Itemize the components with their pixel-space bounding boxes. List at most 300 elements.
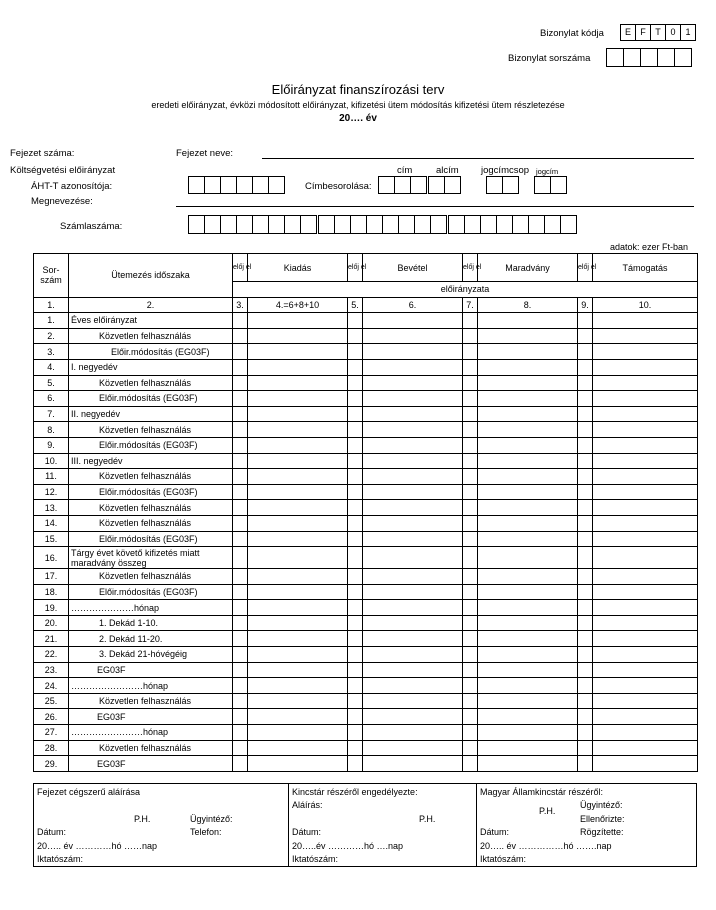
sign-cell[interactable] [233,375,248,391]
szamlaszam-label: Számlaszáma: [60,221,123,232]
row-number: 25. [34,693,69,709]
amount-cell[interactable] [593,740,698,756]
sign-cell[interactable] [578,422,593,438]
amount-cell[interactable] [248,515,348,531]
amount-cell[interactable] [248,359,348,375]
amount-cell[interactable] [478,600,578,616]
amount-cell[interactable] [478,453,578,469]
sign-cell[interactable] [233,631,248,647]
amount-cell[interactable] [363,647,463,663]
amount-cell[interactable] [593,344,698,360]
amount-cell[interactable] [593,600,698,616]
fejezet-neve-line[interactable] [262,158,694,159]
amount-cell[interactable] [478,725,578,741]
aht-box[interactable] [236,176,253,194]
footer-date-line: 20….. év …………hó ……nap [37,841,158,851]
szamlaszam-box[interactable] [496,215,513,234]
szamlaszam-box[interactable] [220,215,237,234]
aht-box[interactable] [204,176,221,194]
szamlaszam-box[interactable] [268,215,285,234]
szamlaszam-box[interactable] [188,215,205,234]
amount-cell[interactable] [363,615,463,631]
amount-cell[interactable] [593,313,698,329]
amount-cell[interactable] [248,725,348,741]
amount-cell[interactable] [478,359,578,375]
amount-cell[interactable] [593,328,698,344]
sign-cell[interactable] [578,359,593,375]
szamlaszam-box[interactable] [334,215,351,234]
amount-cell[interactable] [593,547,698,569]
amount-cell[interactable] [363,531,463,547]
cim-box[interactable] [410,176,427,194]
sign-cell[interactable] [463,740,478,756]
amount-cell[interactable] [363,359,463,375]
szamlaszam-box[interactable] [252,215,269,234]
sign-cell[interactable] [578,662,593,678]
amount-cell[interactable] [248,375,348,391]
sign-cell[interactable] [463,313,478,329]
alcim-box[interactable] [428,176,445,194]
amount-cell[interactable] [478,662,578,678]
row-number: 17. [34,569,69,585]
amount-cell[interactable] [478,531,578,547]
amount-cell[interactable] [363,344,463,360]
amount-cell[interactable] [478,569,578,585]
amount-cell[interactable] [248,422,348,438]
sign-cell[interactable] [233,531,248,547]
sign-cell[interactable] [463,756,478,772]
amount-cell[interactable] [363,375,463,391]
sign-cell[interactable] [578,631,593,647]
sign-cell[interactable] [463,584,478,600]
sign-cell[interactable] [578,406,593,422]
sign-cell[interactable] [348,725,363,741]
sign-cell[interactable] [578,469,593,485]
sign-cell[interactable] [463,406,478,422]
sign-cell[interactable] [348,469,363,485]
amount-cell[interactable] [478,406,578,422]
aht-box[interactable] [268,176,285,194]
amount-cell[interactable] [363,631,463,647]
amount-cell[interactable] [363,547,463,569]
sign-cell[interactable] [233,469,248,485]
sign-cell[interactable] [348,678,363,694]
amount-cell[interactable] [363,740,463,756]
amount-cell[interactable] [248,484,348,500]
amount-cell[interactable] [363,600,463,616]
sign-cell[interactable] [348,391,363,407]
amount-cell[interactable] [593,437,698,453]
sign-cell[interactable] [578,375,593,391]
sign-cell[interactable] [348,422,363,438]
jogcim-boxes[interactable] [534,176,567,194]
amount-cell[interactable] [593,531,698,547]
amount-cell[interactable] [593,569,698,585]
row-period-label: Közvetlen felhasználás [69,740,233,756]
table-row [34,422,698,438]
sign-cell[interactable] [233,584,248,600]
amount-cell[interactable] [593,469,698,485]
amount-cell[interactable] [363,678,463,694]
jogcimcsop-box[interactable] [502,176,519,194]
amount-cell[interactable] [478,500,578,516]
sign-cell[interactable] [578,709,593,725]
amount-cell[interactable] [248,406,348,422]
amount-cell[interactable] [593,693,698,709]
sign-cell[interactable] [578,740,593,756]
sign-cell[interactable] [233,484,248,500]
szamlaszam-box[interactable] [366,215,383,234]
amount-cell[interactable] [478,584,578,600]
amount-cell[interactable] [593,725,698,741]
szamlaszam-boxes-1[interactable] [188,215,317,234]
sign-cell[interactable] [463,344,478,360]
sign-cell[interactable] [233,725,248,741]
sign-cell[interactable] [233,453,248,469]
doc-code-char: T [650,24,666,41]
amount-cell[interactable] [248,313,348,329]
amount-cell[interactable] [478,709,578,725]
megnevezes-line[interactable] [176,206,694,207]
szamlaszam-box[interactable] [414,215,431,234]
sign-cell[interactable] [578,647,593,663]
sign-cell[interactable] [463,531,478,547]
sign-cell[interactable] [233,359,248,375]
jogcimcsop-box[interactable] [486,176,503,194]
amount-cell[interactable] [248,662,348,678]
jogcim-box[interactable] [534,176,551,194]
sign-cell[interactable] [233,437,248,453]
sign-cell[interactable] [233,615,248,631]
sign-cell[interactable] [348,453,363,469]
sign-cell[interactable] [233,313,248,329]
sign-cell[interactable] [463,422,478,438]
sign-cell[interactable] [348,437,363,453]
amount-cell[interactable] [363,437,463,453]
serial-box[interactable] [657,48,675,67]
amount-cell[interactable] [248,709,348,725]
sign-cell[interactable] [348,709,363,725]
sign-cell[interactable] [233,547,248,569]
amount-cell[interactable] [248,500,348,516]
sign-cell[interactable] [348,615,363,631]
sign-cell[interactable] [348,740,363,756]
sign-cell[interactable] [463,391,478,407]
sign-cell[interactable] [348,584,363,600]
sign-cell[interactable] [348,515,363,531]
amount-cell[interactable] [593,391,698,407]
amount-cell[interactable] [248,600,348,616]
sign-cell[interactable] [233,328,248,344]
amount-cell[interactable] [248,391,348,407]
amount-cell[interactable] [478,375,578,391]
signature-footer [33,783,697,867]
amount-cell[interactable] [363,569,463,585]
table-row [34,515,698,531]
szamlaszam-box[interactable] [382,215,399,234]
sign-cell[interactable] [233,600,248,616]
aht-box[interactable] [252,176,269,194]
amount-cell[interactable] [478,391,578,407]
sign-cell[interactable] [348,547,363,569]
sign-cell[interactable] [348,662,363,678]
sign-cell[interactable] [578,569,593,585]
amount-cell[interactable] [363,693,463,709]
sign-cell[interactable] [463,678,478,694]
sign-cell[interactable] [348,484,363,500]
amount-cell[interactable] [478,328,578,344]
sign-cell[interactable] [578,678,593,694]
amount-cell[interactable] [363,313,463,329]
amount-cell[interactable] [248,615,348,631]
sign-cell[interactable] [463,725,478,741]
sign-cell[interactable] [578,600,593,616]
amount-cell[interactable] [363,584,463,600]
szamlaszam-box[interactable] [480,215,497,234]
szamlaszam-box[interactable] [544,215,561,234]
amount-cell[interactable] [478,344,578,360]
amount-cell[interactable] [593,375,698,391]
sign-cell[interactable] [348,631,363,647]
row-number: 10. [34,453,69,469]
serial-box[interactable] [640,48,658,67]
szamlaszam-box[interactable] [350,215,367,234]
sign-cell[interactable] [463,631,478,647]
sign-cell[interactable] [463,437,478,453]
szamlaszam-box[interactable] [448,215,465,234]
sign-cell[interactable] [233,693,248,709]
sign-cell[interactable] [348,344,363,360]
sign-cell[interactable] [463,515,478,531]
sign-cell[interactable] [348,328,363,344]
aht-box[interactable] [220,176,237,194]
amount-cell[interactable] [478,547,578,569]
amount-cell[interactable] [478,469,578,485]
serial-box[interactable] [674,48,692,67]
amount-cell[interactable] [593,647,698,663]
jogcim-box[interactable] [550,176,567,194]
amount-cell[interactable] [363,709,463,725]
amount-cell[interactable] [478,756,578,772]
serial-box[interactable] [606,48,624,67]
amount-cell[interactable] [363,469,463,485]
amount-cell[interactable] [248,678,348,694]
cim-box[interactable] [394,176,411,194]
amount-cell[interactable] [478,693,578,709]
sign-cell[interactable] [578,500,593,516]
amount-cell[interactable] [363,662,463,678]
sign-cell[interactable] [348,647,363,663]
sign-cell[interactable] [233,678,248,694]
amount-cell[interactable] [593,453,698,469]
sign-cell[interactable] [578,391,593,407]
footer-col-kincstar [288,784,477,866]
sign-cell[interactable] [578,615,593,631]
amount-cell[interactable] [593,709,698,725]
sign-cell[interactable] [233,500,248,516]
serial-boxes[interactable] [606,48,692,67]
sign-cell[interactable] [463,600,478,616]
alcim-boxes[interactable] [428,176,461,194]
sign-cell[interactable] [463,615,478,631]
sign-cell[interactable] [233,709,248,725]
amount-cell[interactable] [478,484,578,500]
sign-cell[interactable] [233,662,248,678]
amount-cell[interactable] [593,584,698,600]
sign-cell[interactable] [578,437,593,453]
amount-cell[interactable] [248,453,348,469]
amount-cell[interactable] [593,422,698,438]
aht-box[interactable] [188,176,205,194]
amount-cell[interactable] [248,437,348,453]
amount-cell[interactable] [593,500,698,516]
sign-cell[interactable] [578,693,593,709]
cim-boxes[interactable] [378,176,427,194]
sign-cell[interactable] [578,725,593,741]
amount-cell[interactable] [593,406,698,422]
amount-cell[interactable] [248,756,348,772]
amount-cell[interactable] [363,406,463,422]
sign-cell[interactable] [348,693,363,709]
szamlaszam-box[interactable] [398,215,415,234]
amount-cell[interactable] [593,662,698,678]
cim-box[interactable] [378,176,395,194]
amount-cell[interactable] [593,756,698,772]
jogcimcsop-boxes[interactable] [486,176,519,194]
amount-cell[interactable] [248,344,348,360]
sign-cell[interactable] [578,453,593,469]
szamlaszam-boxes-2[interactable] [318,215,447,234]
sign-cell[interactable] [463,569,478,585]
amount-cell[interactable] [478,515,578,531]
szamlaszam-box[interactable] [512,215,529,234]
amount-cell[interactable] [248,569,348,585]
sign-cell[interactable] [578,344,593,360]
table-row [34,740,698,756]
sign-cell[interactable] [463,375,478,391]
szamlaszam-box[interactable] [284,215,301,234]
szamlaszam-box[interactable] [318,215,335,234]
sign-cell[interactable] [348,313,363,329]
sign-cell[interactable] [233,569,248,585]
amount-cell[interactable] [248,469,348,485]
sign-cell[interactable] [578,515,593,531]
szamlaszam-box[interactable] [236,215,253,234]
amount-cell[interactable] [363,500,463,516]
sign-cell[interactable] [233,422,248,438]
amount-cell[interactable] [478,740,578,756]
amount-cell[interactable] [593,615,698,631]
amount-cell[interactable] [363,725,463,741]
amount-cell[interactable] [248,547,348,569]
amount-cell[interactable] [363,484,463,500]
amount-cell[interactable] [593,515,698,531]
sign-cell[interactable] [348,375,363,391]
szamlaszam-box[interactable] [430,215,447,234]
amount-cell[interactable] [478,678,578,694]
sign-cell[interactable] [463,359,478,375]
amount-cell[interactable] [248,631,348,647]
sign-cell[interactable] [463,662,478,678]
amount-cell[interactable] [248,584,348,600]
sign-cell[interactable] [348,406,363,422]
sign-cell[interactable] [578,328,593,344]
amount-cell[interactable] [478,647,578,663]
szamlaszam-box[interactable] [528,215,545,234]
sign-cell[interactable] [348,569,363,585]
sign-cell[interactable] [348,531,363,547]
szamlaszam-box[interactable] [204,215,221,234]
amount-cell[interactable] [248,328,348,344]
sign-cell[interactable] [463,469,478,485]
sign-cell[interactable] [233,515,248,531]
sign-cell[interactable] [233,391,248,407]
sign-cell[interactable] [233,740,248,756]
amount-cell[interactable] [363,422,463,438]
sign-cell[interactable] [463,484,478,500]
sign-cell[interactable] [348,500,363,516]
aht-boxes[interactable] [188,176,285,194]
szamlaszam-boxes-3[interactable] [448,215,577,234]
sign-cell[interactable] [578,531,593,547]
amount-cell[interactable] [593,359,698,375]
amount-cell[interactable] [478,313,578,329]
sign-cell[interactable] [578,484,593,500]
serial-box[interactable] [623,48,641,67]
amount-cell[interactable] [478,615,578,631]
amount-cell[interactable] [478,437,578,453]
sign-cell[interactable] [463,453,478,469]
amount-cell[interactable] [248,693,348,709]
amount-cell[interactable] [363,515,463,531]
sign-cell[interactable] [233,406,248,422]
sign-cell[interactable] [463,709,478,725]
amount-cell[interactable] [248,740,348,756]
amount-cell[interactable] [248,647,348,663]
amount-cell[interactable] [363,756,463,772]
sign-cell[interactable] [578,584,593,600]
szamlaszam-box[interactable] [464,215,481,234]
amount-cell[interactable] [593,484,698,500]
sign-cell[interactable] [348,756,363,772]
sign-cell[interactable] [463,547,478,569]
amount-cell[interactable] [363,391,463,407]
sign-cell[interactable] [233,344,248,360]
sign-cell[interactable] [463,693,478,709]
amount-cell[interactable] [593,678,698,694]
sign-cell[interactable] [233,647,248,663]
amount-cell[interactable] [478,422,578,438]
sign-cell[interactable] [348,359,363,375]
sign-cell[interactable] [578,547,593,569]
amount-cell[interactable] [363,453,463,469]
sign-cell[interactable] [233,756,248,772]
sign-cell[interactable] [578,756,593,772]
alcim-box[interactable] [444,176,461,194]
amount-cell[interactable] [363,328,463,344]
sign-cell[interactable] [348,600,363,616]
sign-cell[interactable] [463,647,478,663]
sign-cell[interactable] [578,313,593,329]
szamlaszam-box[interactable] [560,215,577,234]
footer-ph: P.H. [134,814,151,824]
amount-cell[interactable] [593,631,698,647]
amount-cell[interactable] [248,531,348,547]
sign-cell[interactable] [463,328,478,344]
amount-cell[interactable] [478,631,578,647]
szamlaszam-box[interactable] [300,215,317,234]
sign-cell[interactable] [463,500,478,516]
